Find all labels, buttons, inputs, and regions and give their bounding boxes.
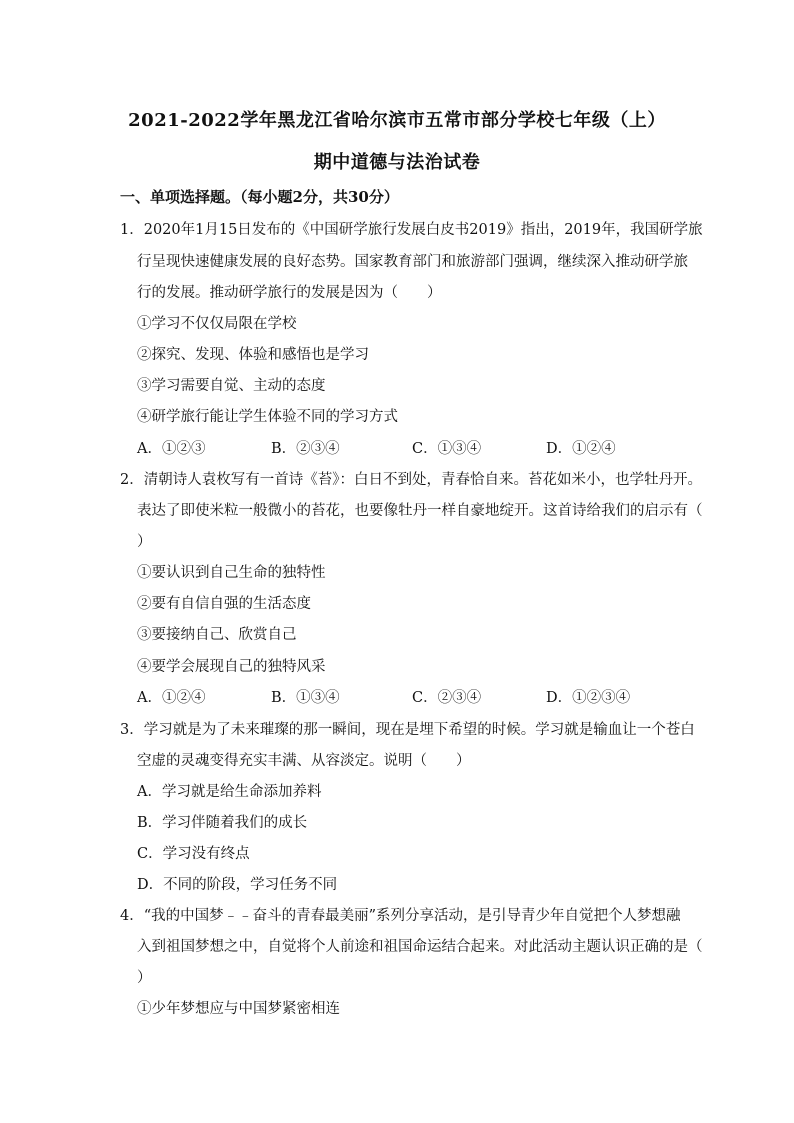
statement-item: ①要认识到自己生命的独特性	[137, 565, 326, 581]
statement-item: ②要有自信自强的生活态度	[137, 596, 311, 612]
statement-item: ①学习不仅仅局限在学校	[137, 316, 297, 332]
question-text: ）	[137, 534, 152, 550]
option-b: B．①③④	[271, 690, 340, 706]
option-a: A．学习就是给生命添加养料	[137, 784, 322, 800]
question-text: 入到祖国梦想之中，自觉将个人前途和祖国命运结合起来。对此活动主题认识正确的是（	[137, 939, 703, 955]
option-d: D．①②③④	[546, 690, 631, 706]
statement-item: ③学习需要自觉、主动的态度	[137, 378, 326, 394]
option-b: B．②③④	[271, 441, 340, 457]
option-d: D．不同的阶段，学习任务不同	[137, 877, 338, 893]
option-b: B．学习伴随着我们的成长	[137, 815, 308, 831]
statement-item: ③要接纳自己、欣赏自己	[137, 627, 297, 643]
option-c: C．②③④	[412, 690, 482, 706]
question-text: 空虚的灵魂变得充实丰满、从容淡定。说明（ ）	[137, 753, 471, 769]
statement-item: ①少年梦想应与中国梦紧密相连	[137, 1001, 340, 1017]
question-text: ）	[137, 970, 152, 986]
option-a: A．①②④	[137, 690, 206, 706]
statement-item: ④研学旅行能让学生体验不同的学习方式	[137, 409, 398, 425]
statement-item: ②探究、发现、体验和感悟也是学习	[137, 347, 369, 363]
question-text: 表达了即使米粒一般微小的苔花，也要像牡丹一样自豪地绽开。这首诗给我们的启示有（	[137, 503, 703, 519]
question-text: 3．学习就是为了未来璀璨的那一瞬间，现在是埋下希望的时候。学习就是输血让一个苍白	[120, 722, 695, 738]
question-text: 1．2020年1月15日发布的《中国研学旅行发展白皮书2019》指出，2019年，我国研学旅	[120, 222, 703, 238]
question-text: 4．“我的中国梦﹣﹣奋斗的青春最美丽”系列分享活动，是引导青少年自觉把个人梦想融	[120, 908, 681, 924]
statement-item: ④要学会展现自己的独特风采	[137, 659, 326, 675]
option-c: C．①③④	[412, 441, 482, 457]
question-text: 行的发展。推动研学旅行的发展是因为（ ）	[137, 285, 442, 301]
question-text: 2．清朝诗人袁枚写有一首诗《苔》：白日不到处，青春恰自来。苔花如米小，也学牡丹开。	[120, 472, 702, 488]
option-c: C．学习没有终点	[137, 846, 250, 862]
option-a: A．①②③	[137, 441, 206, 457]
document-title-line1: 2021-2022学年黑龙江省哈尔滨市五常市部分学校七年级（上）	[128, 110, 666, 131]
option-d: D．①②④	[546, 441, 616, 457]
section-heading: 一、单项选择题。（每小题2分，共30分）	[120, 188, 399, 206]
question-text: 行呈现快速健康发展的良好态势。国家教育部门和旅游部门强调，继续深入推动研学旅	[137, 254, 688, 270]
document-title-line2: 期中道德与法治试卷	[313, 152, 481, 173]
